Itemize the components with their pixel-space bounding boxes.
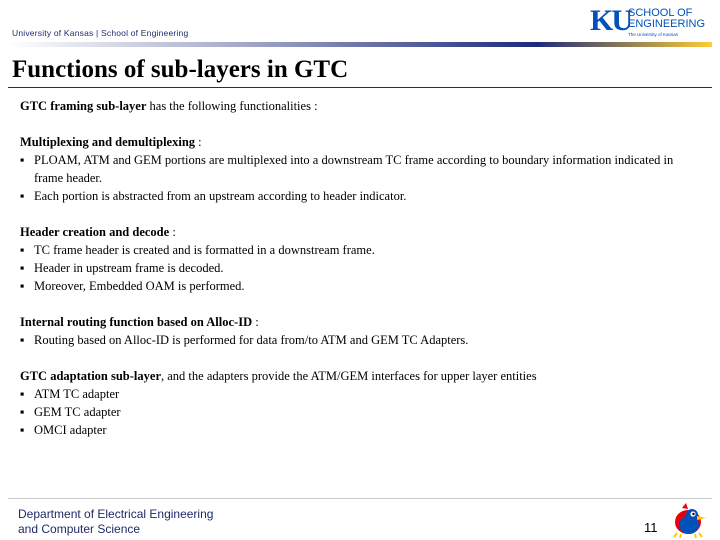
bullet-item: ▪ Header in upstream frame is decoded. xyxy=(20,259,680,277)
bullet-item: ▪ OMCI adapter xyxy=(20,421,680,439)
jayhawk-mascot-icon xyxy=(668,500,708,538)
section-heading-suffix: : xyxy=(252,315,259,329)
footer-dept-line2: and Computer Science xyxy=(18,522,141,536)
spacer xyxy=(20,115,680,133)
intro-paragraph xyxy=(20,97,680,115)
slide-title: Functions of sub-layers in GTC xyxy=(12,56,349,83)
section-heading-suffix: : xyxy=(169,225,176,239)
bullet-item: ▪ Routing based on Alloc-ID is performed for data from/to ATM and GEM TC Adapters. xyxy=(20,331,680,349)
section-heading-term: GTC adaptation sub-layer xyxy=(20,369,161,383)
section-heading-term: Internal routing function based on Alloc-ID xyxy=(20,315,253,329)
header-gradient-bar xyxy=(8,42,712,47)
title-divider xyxy=(8,87,712,88)
ku-engineering-logo xyxy=(590,6,712,40)
logo-engineering: ENGINEERING xyxy=(628,18,706,30)
bullet-item: ▪ Each portion is abstracted from an upstream according to header indicator. xyxy=(20,187,680,205)
bullet-list xyxy=(20,151,680,205)
section-heading xyxy=(20,313,680,331)
bullet-list xyxy=(20,385,680,439)
spacer xyxy=(20,349,680,367)
section-heading xyxy=(20,223,680,241)
page-number: 11 xyxy=(644,520,658,535)
section-heading-term: Multiplexing and demultiplexing xyxy=(20,135,196,149)
section-heading xyxy=(20,133,680,151)
footer-divider xyxy=(8,498,712,499)
bullet-item: ▪ Moreover, Embedded OAM is performed. xyxy=(20,277,680,295)
bullet-item: ▪ ATM TC adapter xyxy=(20,385,680,403)
ku-logo-mark: KU xyxy=(590,4,631,37)
section-heading-suffix: , and the adapters provide the ATM/GEM interfaces for upper layer entities xyxy=(161,369,537,383)
bullet-list xyxy=(20,241,680,295)
spacer xyxy=(20,205,680,223)
section-heading-term: Header creation and decode xyxy=(20,225,170,239)
bullet-item: ▪ PLOAM, ATM and GEM portions are multiplexed into a downstream TC frame according to boundary information indicated in frame header. xyxy=(20,151,680,187)
intro-text: has the following functionalities : xyxy=(146,99,318,113)
institution-header: University of Kansas | School of Engineering xyxy=(12,28,189,38)
logo-school-of: SCHOOL OF xyxy=(628,7,693,19)
logo-university: The University of Kansas xyxy=(628,32,679,37)
footer-dept-line1: Department of Electrical Engineering xyxy=(18,507,214,521)
bullet-item: ▪ GEM TC adapter xyxy=(20,403,680,421)
section-heading xyxy=(20,367,680,385)
intro-term: GTC framing sub-layer xyxy=(20,99,147,113)
slide-body xyxy=(20,97,680,439)
bullet-item: ▪ TC frame header is created and is formatted in a downstream frame. xyxy=(20,241,680,259)
section-heading-suffix: : xyxy=(195,135,202,149)
bullet-list xyxy=(20,331,680,349)
spacer xyxy=(20,295,680,313)
footer-department xyxy=(18,507,213,537)
